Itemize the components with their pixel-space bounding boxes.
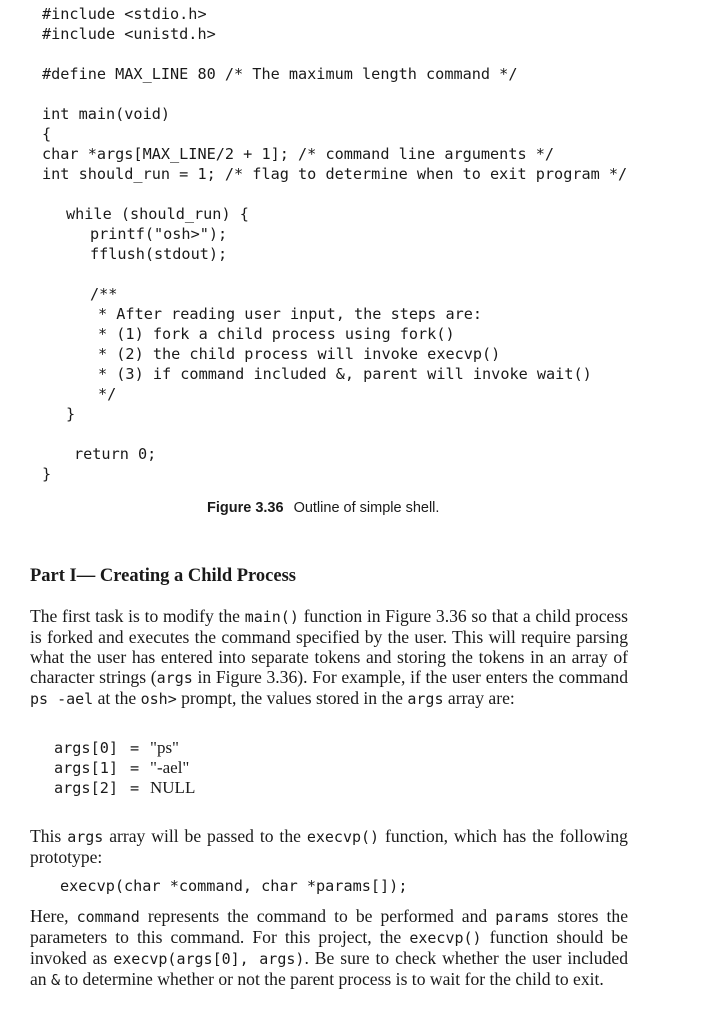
paragraph-intro: The first task is to modify the main() function in Figure 3.36 so that a child process is forked and executes the command specified by the user. This will require parsing what the user has entered into separate tokens and storing the tokens in an array of character strings (args in Figure 3.36). For example, if the user enters the command ps -ael at the osh> prompt, the values stored in the args array are: <box>30 606 629 708</box>
code-line: int main(void) <box>42 105 171 123</box>
execvp-prototype: execvp(char *command, char *params[]); <box>60 877 408 895</box>
args-entry-name: args[0] <box>54 739 119 757</box>
args-entry-name: args[1] <box>54 759 119 777</box>
code-line: char *args[MAX_LINE/2 + 1]; /* command line arguments */ <box>42 145 555 163</box>
code-line: * After reading user input, the steps are: <box>98 305 483 323</box>
figure-caption-text: Outline of simple shell. <box>293 500 440 516</box>
code-line: { <box>42 125 52 143</box>
section-heading: Part I— Creating a Child Process <box>30 566 297 586</box>
code-line: /** <box>90 285 118 303</box>
code-line: #define MAX_LINE 80 /* The maximum length command */ <box>42 65 518 83</box>
code-line: * (3) if command included &, parent will invoke wait() <box>98 365 592 383</box>
args-entry-equals: = <box>130 759 140 777</box>
code-line: } <box>66 405 76 423</box>
args-entry-value: "ps" <box>150 738 179 757</box>
code-line: */ <box>98 385 117 403</box>
code-line: * (1) fork a child process using fork() <box>98 325 455 343</box>
code-line: #include <stdio.h> <box>42 5 207 23</box>
args-entry-value: NULL <box>150 778 196 797</box>
code-line: #include <unistd.h> <box>42 25 216 43</box>
code-line: * (2) the child process will invoke execvp() <box>98 345 501 363</box>
args-entry-equals: = <box>130 779 140 797</box>
paragraph-execvp-usage: Here, command represents the command to be performed and params stores the parameters to this command. For this project, the execvp() function should be invoked as execvp(args[0], args). Be sure to check whether the user included an & to determine whether or not the parent process is to wait for the child to exit. <box>30 906 629 989</box>
code-line: return 0; <box>74 445 157 463</box>
figure-label: Figure 3.36 <box>207 500 284 516</box>
code-line: while (should_run) { <box>66 205 249 223</box>
code-line: int should_run = 1; /* flag to determine when to exit program */ <box>42 165 628 183</box>
args-entry-value: "-ael" <box>150 758 190 777</box>
args-entry-name: args[2] <box>54 779 119 797</box>
code-line: printf("osh>"); <box>90 225 228 243</box>
code-line: fflush(stdout); <box>90 245 228 263</box>
args-entry-equals: = <box>130 739 140 757</box>
code-line: } <box>42 465 52 483</box>
paragraph-args-passed: This args array will be passed to the execvp() function, which has the following prototype: <box>30 826 628 867</box>
figure-caption <box>207 500 439 516</box>
